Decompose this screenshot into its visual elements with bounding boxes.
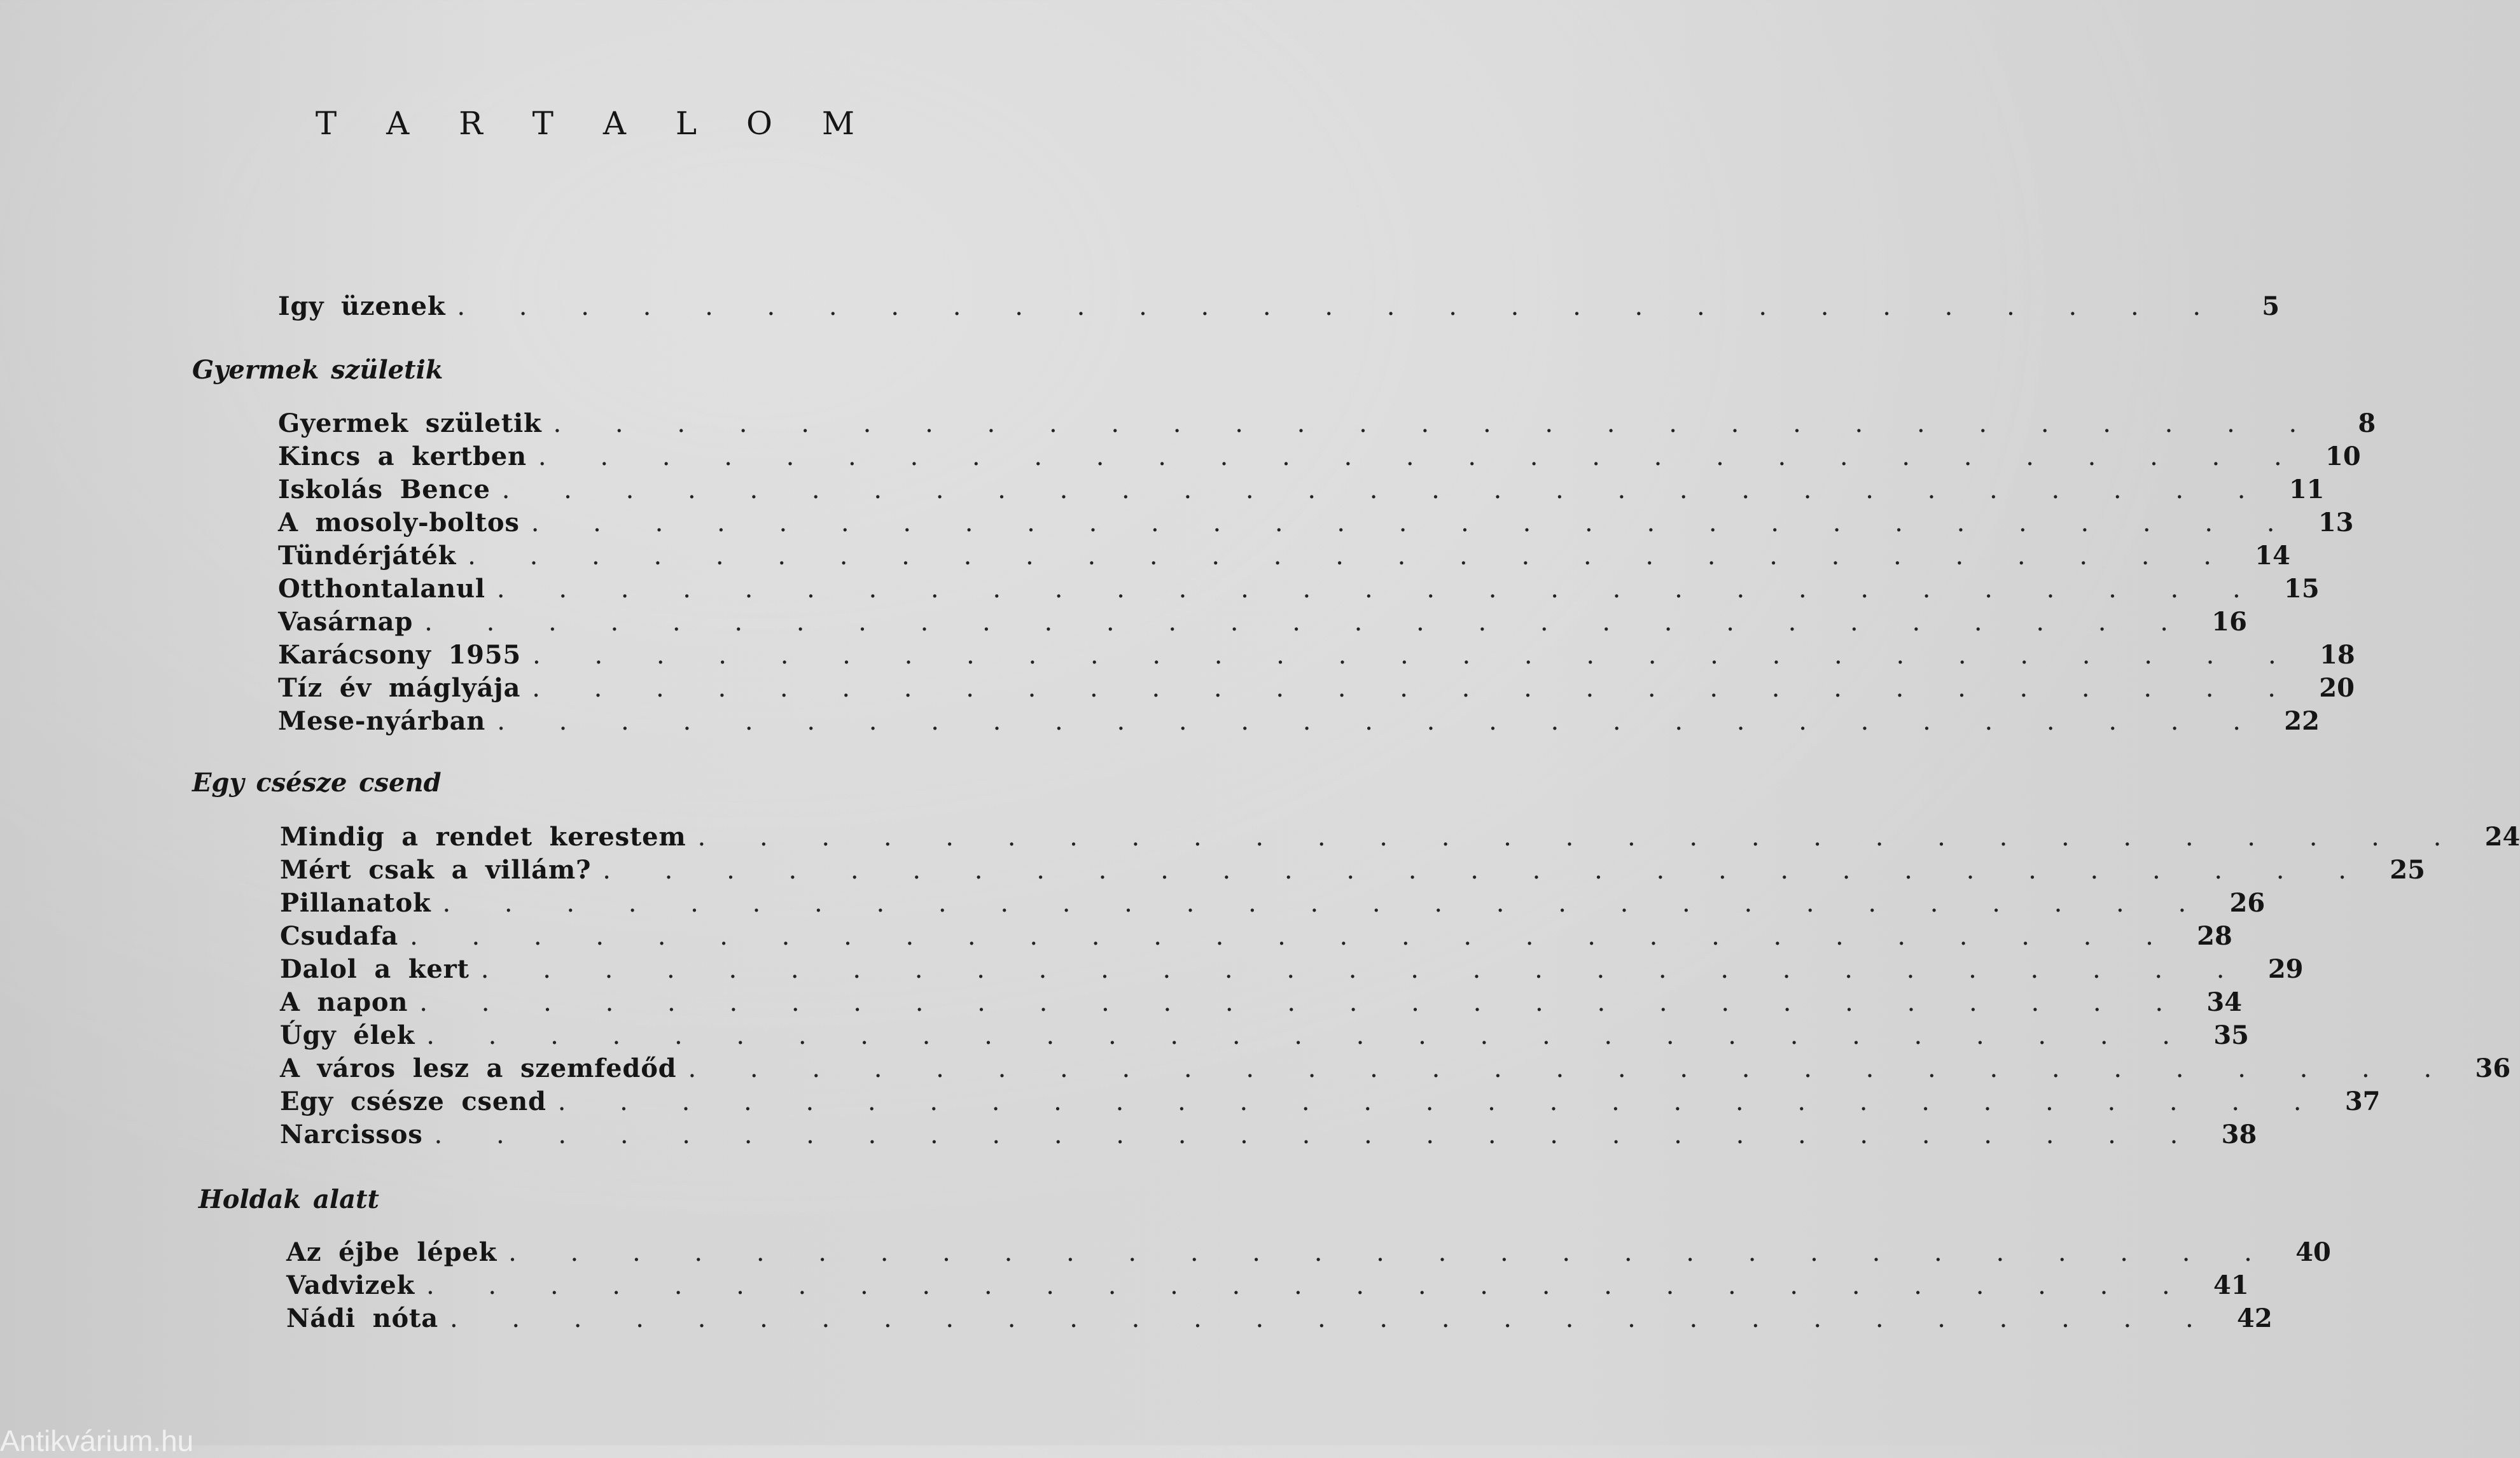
- dot-leader: . . . . . . . . . . . . . . . . . . . . . . . . . . . . .: [457, 292, 2224, 321]
- dot-leader: . . . . . . . . . . . . . . . . . . . . . . . . . . . . .: [553, 409, 2320, 438]
- toc-entry: [278, 607, 2247, 640]
- toc-entry-title: Tündérjáték: [278, 541, 457, 571]
- dot-leader: . . . . . . . . . . . . . . . . . . . . . . . . . . . . .: [531, 508, 2298, 538]
- dot-leader: . . . . . . . . . . . . . . . . . . . . . . . . . . . . .: [468, 541, 2234, 571]
- section-heading: Gyermek születik: [192, 355, 443, 385]
- toc-entry-title: Vadvizek: [286, 1270, 415, 1300]
- toc-entry: [286, 1270, 2249, 1303]
- toc-entry: [286, 1303, 2273, 1336]
- toc-entry: [280, 855, 2425, 888]
- toc-entry: [286, 1237, 2331, 1270]
- toc-entry-page: 25: [2390, 855, 2425, 885]
- section-heading: Holdak alatt: [198, 1184, 379, 1214]
- toc-entry: [278, 408, 2376, 441]
- toc-entry-title: Dalol a kert: [280, 954, 470, 984]
- toc-entry-page: 41: [2213, 1270, 2249, 1300]
- dot-leader: . . . . . . . . . . . . . . . . . . . . . . . . . . . . .: [426, 1271, 2193, 1300]
- dot-leader: . . . . . . . . . . . . . . . . . . . . . . . . . . . . .: [532, 674, 2299, 703]
- toc-entry: [280, 1087, 2381, 1120]
- toc-entry-title: Egy csésze csend: [280, 1087, 546, 1116]
- toc-entry: [280, 888, 2266, 921]
- toc-entry-page: 13: [2318, 508, 2354, 538]
- dot-leader: . . . . . . . . . . . . . . . . . . . . . . . . . . . . .: [449, 1304, 2217, 1333]
- dot-leader: . . . . . . . . . . . . . . . . . . . . . . . . . . . . .: [419, 988, 2187, 1017]
- toc-entry-page: 26: [2229, 888, 2266, 918]
- toc-entry-page: 35: [2213, 1020, 2249, 1050]
- dot-leader: . . . . . . . . . . . . . . . . . . . . . . . . . . . . .: [497, 707, 2264, 736]
- dot-leader: . . . . . . . . . . . . . . . . . . . . . . . . . . . . .: [426, 1021, 2193, 1050]
- toc-entry-title: Mese-nyárban: [278, 706, 486, 736]
- toc-entry-title: Gyermek születik: [278, 408, 542, 438]
- toc-entry: [280, 954, 2304, 987]
- toc-entry: [280, 921, 2232, 954]
- toc-entry-title: Úgy élek: [280, 1020, 415, 1050]
- toc-entry: [278, 640, 2355, 673]
- toc-entry-page: 14: [2255, 541, 2290, 571]
- dot-leader: . . . . . . . . . . . . . . . . . . . . . . . . . . . . .: [697, 823, 2465, 852]
- toc-entry-page: 20: [2319, 673, 2355, 703]
- toc-entry-page: 16: [2211, 607, 2247, 637]
- toc-entry-title: A mosoly-boltos: [278, 508, 520, 538]
- toc-entry-page: 5: [2262, 291, 2280, 321]
- toc-entry-title: Narcissos: [280, 1120, 423, 1149]
- toc-entry-page: 11: [2288, 475, 2325, 504]
- watermark: Antikvárium.hu: [0, 1424, 194, 1457]
- toc-entry: [280, 822, 2520, 855]
- toc-entry: [278, 475, 2325, 508]
- toc-entry: [280, 1120, 2257, 1153]
- section-heading: Egy csésze csend: [192, 768, 442, 798]
- dot-leader: . . . . . . . . . . . . . . . . . . . . . . . . . . . . .: [508, 1238, 2275, 1267]
- toc-entry-page: 24: [2484, 822, 2520, 852]
- toc-entry: [280, 1053, 2511, 1087]
- toc-entry-page: 29: [2267, 954, 2304, 984]
- toc-entry-page: 15: [2284, 574, 2320, 604]
- toc-entry-page: 28: [2197, 921, 2232, 951]
- toc-entry-title: Vasárnap: [278, 607, 414, 637]
- dot-leader: . . . . . . . . . . . . . . . . . . . . . . . . . . . . .: [442, 889, 2210, 918]
- toc-entry-title: Kincs a kertben: [278, 441, 527, 471]
- toc-entry-title: Karácsony 1955: [278, 640, 522, 670]
- toc-entry-page: 37: [2344, 1087, 2381, 1116]
- dot-leader: . . . . . . . . . . . . . . . . . . . . . . . . . . . . .: [410, 922, 2176, 951]
- dot-leader: . . . . . . . . . . . . . . . . . . . . . . . . . . . . .: [557, 1087, 2325, 1116]
- toc-entry-page: 8: [2358, 408, 2376, 438]
- toc-entry-title: Otthontalanul: [278, 574, 485, 604]
- toc-entry-title: Csudafa: [280, 921, 399, 951]
- toc-entry-page: 40: [2295, 1237, 2331, 1267]
- toc-entry: [280, 987, 2243, 1020]
- dot-leader: . . . . . . . . . . . . . . . . . . . . . . . . . . . . .: [602, 856, 2369, 885]
- toc-entry: [278, 706, 2320, 739]
- dot-leader: . . . . . . . . . . . . . . . . . . . . . . . . . . . . .: [533, 641, 2299, 670]
- toc-entry: [280, 1020, 2249, 1053]
- toc-entry-title: Pillanatok: [280, 888, 431, 918]
- toc-entry-page: 38: [2221, 1120, 2257, 1149]
- page-title: T A R T A L O M: [315, 105, 875, 142]
- dot-leader: . . . . . . . . . . . . . . . . . . . . . . . . . . . . .: [424, 608, 2191, 637]
- toc-entry: [278, 673, 2355, 706]
- toc-entry-title: Nádi nóta: [286, 1303, 438, 1333]
- toc-entry-page: 10: [2325, 441, 2361, 471]
- toc-entry: [278, 508, 2354, 541]
- toc-entry: [278, 574, 2320, 607]
- toc-entry-page: 18: [2320, 640, 2355, 670]
- toc-entry-title: Mért csak a villám?: [280, 855, 592, 885]
- dot-leader: . . . . . . . . . . . . . . . . . . . . . . . . . . . . .: [480, 955, 2248, 984]
- toc-entry-title: Mindig a rendet kerestem: [280, 822, 686, 852]
- dot-leader: . . . . . . . . . . . . . . . . . . . . . . . . . . . . .: [496, 574, 2264, 604]
- toc-entry-page: 36: [2475, 1053, 2511, 1083]
- toc-entry-page: 22: [2284, 706, 2320, 736]
- toc-entry-title: Iskolás Bence: [278, 475, 491, 504]
- dot-leader: . . . . . . . . . . . . . . . . . . . . . . . . . . . . .: [688, 1054, 2455, 1083]
- toc-entry: [278, 541, 2290, 574]
- toc-entry-page: 34: [2206, 987, 2243, 1017]
- dot-leader: . . . . . . . . . . . . . . . . . . . . . . . . . . . . .: [434, 1120, 2201, 1149]
- dot-leader: . . . . . . . . . . . . . . . . . . . . . . . . . . . . .: [538, 442, 2305, 471]
- toc-entry-page: 42: [2237, 1303, 2273, 1333]
- dot-leader: . . . . . . . . . . . . . . . . . . . . . . . . . . . . .: [501, 475, 2269, 504]
- toc-entry-title: Az éjbe lépek: [286, 1237, 498, 1267]
- toc-entry-title: A napon: [280, 987, 408, 1017]
- toc-entry-title: A város lesz a szemfedőd: [280, 1053, 677, 1083]
- toc-entry-title: Tíz év máglyája: [278, 673, 521, 703]
- toc-entry: [278, 441, 2361, 475]
- toc-entry-title: Igy üzenek: [278, 291, 446, 321]
- toc-entry: [278, 291, 2280, 324]
